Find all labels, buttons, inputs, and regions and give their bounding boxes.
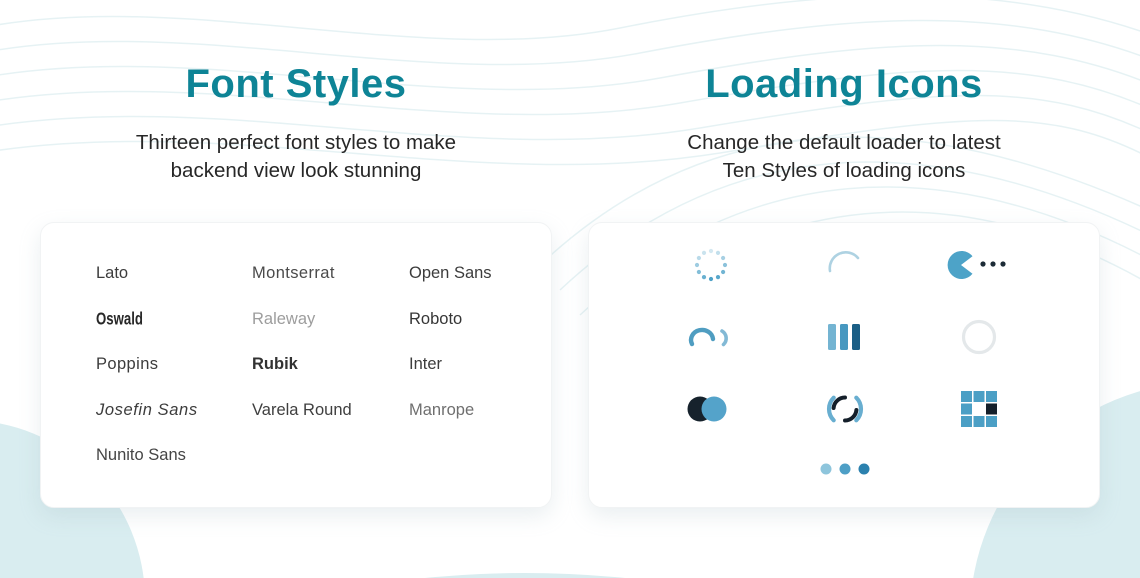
loader-arc [778, 229, 912, 301]
loader-broken-ring [778, 373, 912, 445]
font-sample-poppins: Poppins [96, 355, 159, 373]
font-sample-rubik: Rubik [252, 355, 298, 373]
font-sample-oswald: Oswald [96, 308, 143, 329]
font-sample-roboto: Roboto [409, 309, 463, 328]
loader-double-crescent [644, 301, 778, 373]
font-sample-nunito-sans: Nunito Sans [96, 446, 186, 464]
font-column-2 [252, 251, 409, 507]
font-styles-subtitle-line1: Thirteen perfect font styles to make [135, 131, 457, 154]
font-styles-card [40, 222, 552, 508]
arc-spinner-icon [824, 244, 866, 286]
pacman-loader-icon [946, 248, 1012, 282]
dotted-ring-spinner-icon [692, 246, 730, 284]
loader-dotted-ring [644, 229, 778, 301]
loading-icons-subtitle-line1: Change the default loader to latest [687, 131, 1001, 154]
font-sample-manrope: Manrope [409, 400, 475, 419]
font-column-1 [96, 251, 252, 507]
font-column-3 [409, 251, 551, 507]
loader-dual-ball [644, 373, 778, 445]
loading-icons-subtitle [588, 129, 1100, 184]
font-sample-raleway: Raleway [252, 309, 316, 328]
font-sample-josefin-sans: Josefin Sans [96, 400, 198, 419]
loader-ring [912, 301, 1046, 373]
font-sample-open-sans: Open Sans [409, 264, 492, 282]
bottom-edge-blob [75, 573, 975, 578]
double-crescent-spinner-icon [687, 320, 735, 354]
font-sample-lato: Lato [96, 264, 129, 282]
font-styles-title: Font Styles [185, 62, 407, 106]
font-styles-subtitle [40, 129, 552, 184]
loading-icons-card [588, 222, 1100, 508]
font-samples-grid [41, 251, 551, 507]
font-sample-montserrat: Montserrat [252, 264, 335, 282]
loader-grid-squares [912, 373, 1046, 445]
ring-loader-icon [959, 317, 999, 357]
three-bars-loader-icon [828, 322, 862, 352]
font-sample-inter: Inter [409, 355, 443, 373]
loading-icons-title: Loading Icons [705, 62, 983, 106]
loader-three-bars [778, 301, 912, 373]
broken-ring-spinner-icon [823, 387, 867, 431]
dual-ball-loader-icon [686, 394, 736, 424]
loader-pacman [912, 229, 1046, 301]
grid-squares-loader-icon [961, 391, 997, 427]
three-dots-loader-icon [819, 462, 871, 476]
font-styles-subtitle-line2: backend view look stunning [170, 158, 422, 182]
loader-icons-grid [589, 229, 1099, 445]
loader-three-dots [644, 451, 1046, 487]
font-sample-varela-round: Varela Round [252, 400, 352, 419]
loading-icons-subtitle-line2: Ten Styles of loading icons [722, 158, 966, 182]
